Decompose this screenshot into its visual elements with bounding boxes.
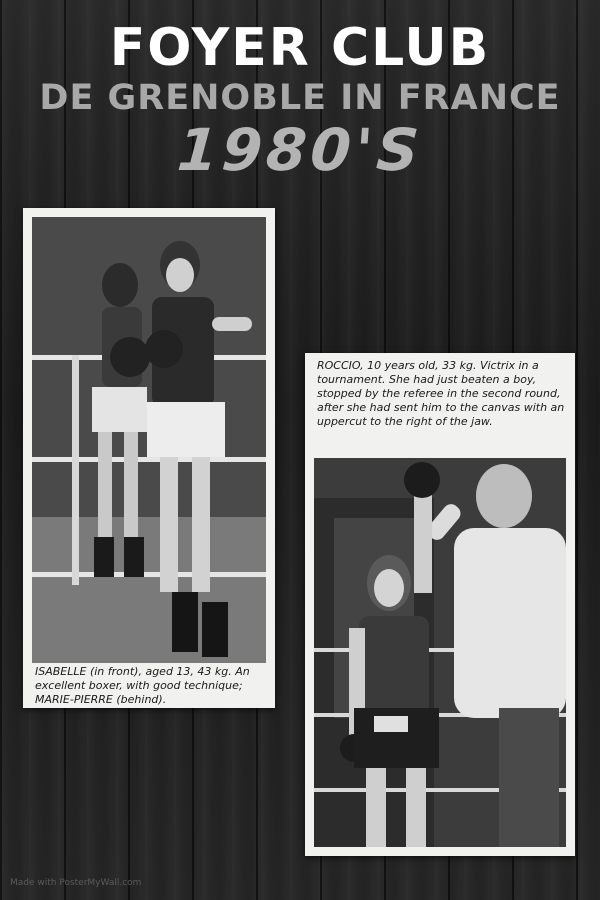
newspaper-clipping-right (305, 353, 575, 856)
winner-photo-illustration (314, 458, 566, 847)
photo-boxers-in-ring (32, 217, 266, 663)
watermark-credit: Made with PosterMyWall.com (10, 878, 142, 888)
poster-decade: 1980'S (175, 116, 425, 184)
newspaper-clipping-left (23, 208, 275, 708)
boxers-photo-illustration (32, 217, 266, 663)
poster-subtitle: DE GRENOBLE IN FRANCE (39, 78, 561, 118)
caption-isabelle: ISABELLE (in front), aged 13, 43 kg. An excellent boxer, with good technique; MARIE-PIERRE (behind). (35, 665, 250, 706)
photo-winner-arm-raised (314, 458, 566, 847)
poster-title: FOYER CLUB (109, 18, 491, 78)
caption-roccio: ROCCIO, 10 years old, 33 kg. Victrix in a tournament. She had just beaten a boy, stopped by the referee in the second round, after she had sent him to the canvas with an uppercut to the right of the jaw. (317, 359, 565, 428)
